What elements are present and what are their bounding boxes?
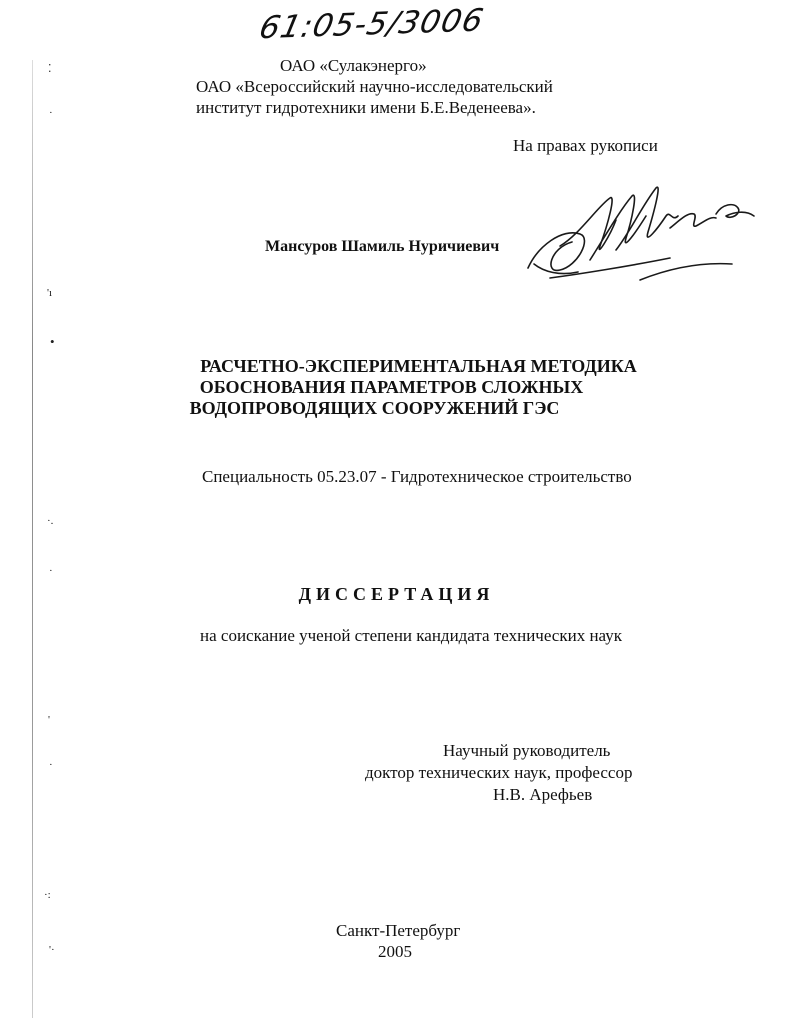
scan-artifact: 'ı — [47, 287, 53, 299]
scan-artifact: • — [50, 334, 55, 349]
signature-image — [520, 176, 760, 294]
scan-artifact: ·. — [47, 515, 54, 527]
scan-artifact: ·: — [44, 889, 51, 901]
author-name: Мансуров Шамиль Нуричиевич — [265, 238, 500, 255]
scan-artifact: ' — [48, 714, 50, 726]
specialty: Специальность 05.23.07 - Гидротехническое строительство — [202, 467, 632, 486]
degree-line: на соискание ученой степени кандидата технических наук — [200, 626, 623, 645]
title-line-1: РАСЧЕТНО-ЭКСПЕРИМЕНТАЛЬНАЯ МЕТОДИКА — [200, 356, 637, 376]
organization-line-3: институт гидротехники имени Б.Е.Веденеева». — [196, 98, 536, 117]
supervisor-role: Научный руководитель — [443, 741, 611, 760]
year: 2005 — [378, 942, 412, 961]
organization-line-2: ОАО «Всероссийский научно-исследовательский — [196, 77, 553, 96]
scan-artifact: '· — [49, 944, 55, 956]
rights-note: На правах рукописи — [513, 136, 658, 155]
title-line-2: ОБОСНОВАНИЯ ПАРАМЕТРОВ СЛОЖНЫХ — [199, 377, 584, 397]
scan-artifact: · — [49, 107, 53, 119]
document-type: ДИССЕРТАЦИЯ — [298, 584, 495, 604]
supervisor-credentials: доктор технических наук, профессор — [365, 763, 633, 782]
supervisor-name: Н.В. Арефьев — [493, 785, 593, 804]
scan-artifact: · — [49, 565, 53, 577]
scan-artifact: · — [49, 759, 53, 771]
title-line-3: ВОДОПРОВОДЯЩИХ СООРУЖЕНИЙ ГЭС — [189, 398, 560, 418]
archive-number: 61:05-5/3006 — [256, 2, 488, 47]
city: Санкт-Петербург — [336, 921, 461, 940]
scan-edge — [32, 60, 33, 1018]
scan-artifact: ⁚ — [48, 63, 52, 75]
organization-line-1: ОАО «Сулакэнерго» — [280, 56, 427, 75]
